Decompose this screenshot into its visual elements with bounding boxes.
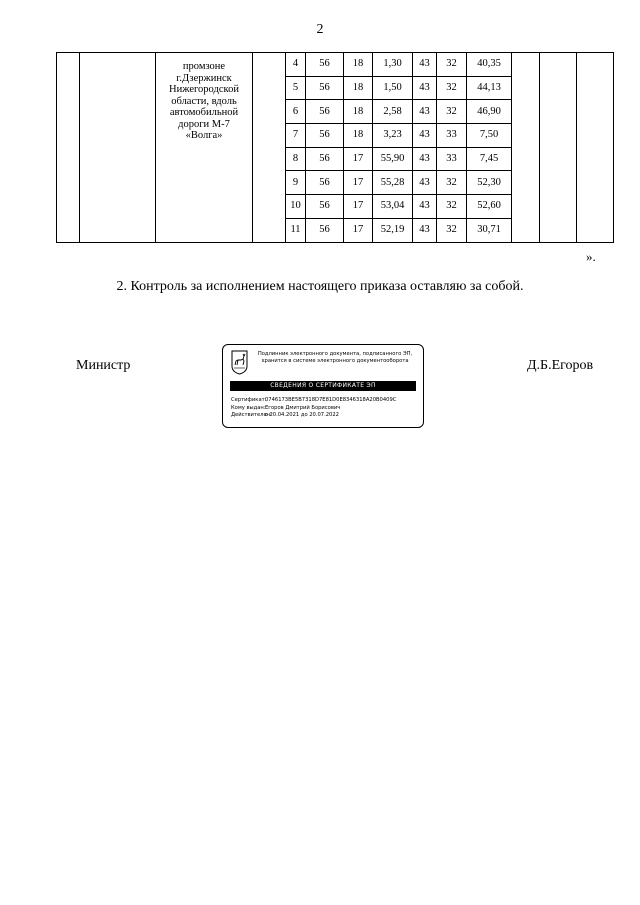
table-cell: 52,60: [467, 195, 512, 219]
stamp-cert-row: [231, 397, 419, 405]
table-cell: 17: [344, 171, 373, 195]
table-cell: 56: [306, 195, 344, 219]
table-cell: 1,30: [373, 53, 413, 77]
table-cell-empty: [540, 53, 577, 243]
table-cell: 6: [286, 100, 306, 124]
table-cell: 55,28: [373, 171, 413, 195]
table-cell: 10: [286, 195, 306, 219]
stamp-issued-value: Егоров Дмитрий Борисович: [265, 404, 341, 411]
table-cell: 18: [344, 124, 373, 148]
electronic-signature-stamp: [222, 344, 424, 428]
table-cell: 2,58: [373, 100, 413, 124]
closing-quote: ».: [586, 249, 596, 264]
table-cell: 11: [286, 218, 306, 242]
table-cell: 52,30: [467, 171, 512, 195]
nizhny-novgorod-deer-emblem-icon: [231, 350, 248, 375]
location-cell: [156, 53, 253, 243]
table-cell: 18: [344, 53, 373, 77]
stamp-cert-value: 0746173BE5B7318D7E81D0E8346318A20B0409C: [265, 397, 397, 403]
table-cell: 43: [413, 147, 437, 171]
table-cell: 40,35: [467, 53, 512, 77]
table-cell: 9: [286, 171, 306, 195]
coordinates-table: [56, 52, 614, 243]
page-number: 2: [316, 22, 324, 37]
table-cell: 44,13: [467, 76, 512, 100]
table-cell: 46,90: [467, 100, 512, 124]
stamp-notice-line: хранится в системе электронного документооборота: [261, 358, 409, 364]
stamp-cert-label: Сертификат:: [231, 397, 267, 403]
table-cell-empty: [80, 53, 156, 243]
table-cell: 7: [286, 124, 306, 148]
table-cell: 17: [344, 147, 373, 171]
stamp-valid-row: [231, 412, 419, 420]
table-row: [57, 53, 614, 77]
table-cell: 56: [306, 124, 344, 148]
stamp-details: [231, 397, 419, 420]
table-cell: 32: [437, 218, 467, 242]
table-cell: 5: [286, 76, 306, 100]
table-cell: 18: [344, 100, 373, 124]
location-line: г.Дзержинск: [176, 72, 232, 84]
location-line: промзоне: [182, 61, 226, 72]
table-cell-empty: [253, 53, 286, 243]
table-cell: 43: [413, 76, 437, 100]
table-cell: 43: [413, 124, 437, 148]
stamp-issued-row: [231, 405, 419, 413]
table-cell: 43: [413, 218, 437, 242]
table-cell: 56: [306, 100, 344, 124]
table-cell: 32: [437, 195, 467, 219]
table-cell: 17: [344, 195, 373, 219]
table-cell: 33: [437, 124, 467, 148]
table-cell: 3,23: [373, 124, 413, 148]
table-cell-empty: [577, 53, 614, 243]
location-line: автомобильной: [169, 107, 239, 118]
table-cell: 17: [344, 218, 373, 242]
table-cell: 56: [306, 76, 344, 100]
table-cell: 43: [413, 171, 437, 195]
signer-position: Министр: [76, 358, 131, 373]
table-cell: 43: [413, 53, 437, 77]
table-cell: 4: [286, 53, 306, 77]
table-cell: 7,45: [467, 147, 512, 171]
table-cell: 8: [286, 147, 306, 171]
table-cell-empty: [57, 53, 80, 243]
table-cell: 33: [437, 147, 467, 171]
table-cell: 53,04: [373, 195, 413, 219]
stamp-header: СВЕДЕНИЯ О СЕРТИФИКАТЕ ЭП: [230, 381, 416, 391]
signer-name: Д.Б.Егоров: [527, 358, 594, 373]
table-cell: 32: [437, 100, 467, 124]
table-cell: 7,50: [467, 124, 512, 148]
table-cell: 18: [344, 76, 373, 100]
table-cell: 32: [437, 76, 467, 100]
table-cell: 52,19: [373, 218, 413, 242]
table-cell: 30,71: [467, 218, 512, 242]
stamp-notice: [251, 351, 419, 365]
stamp-issued-label: Кому выдан:: [231, 404, 266, 411]
location-line: «Волга»: [185, 130, 223, 141]
stamp-valid-label: Действителен:: [231, 412, 272, 418]
table-cell: 43: [413, 100, 437, 124]
stamp-valid-value: с 20.04.2021 до 20.07.2022: [265, 412, 339, 418]
table-cell: 1,50: [373, 76, 413, 100]
table-cell: 32: [437, 53, 467, 77]
table-cell: 56: [306, 171, 344, 195]
stamp-notice-line: Подлинник электронного документа, подписанного ЭП,: [257, 351, 413, 357]
control-paragraph: 2. Контроль за исполнением настоящего приказа оставляю за собой.: [116, 279, 524, 294]
table-cell: 32: [437, 171, 467, 195]
table-cell: 56: [306, 53, 344, 77]
table-cell: 56: [306, 147, 344, 171]
table-cell-empty: [512, 53, 540, 243]
location-line: области, вдоль: [171, 95, 237, 107]
table-cell: 55,90: [373, 147, 413, 171]
location-line: Нижегородской: [169, 84, 239, 95]
table-cell: 43: [413, 195, 437, 219]
location-line: дороги М-7: [178, 118, 230, 130]
table-cell: 56: [306, 218, 344, 242]
